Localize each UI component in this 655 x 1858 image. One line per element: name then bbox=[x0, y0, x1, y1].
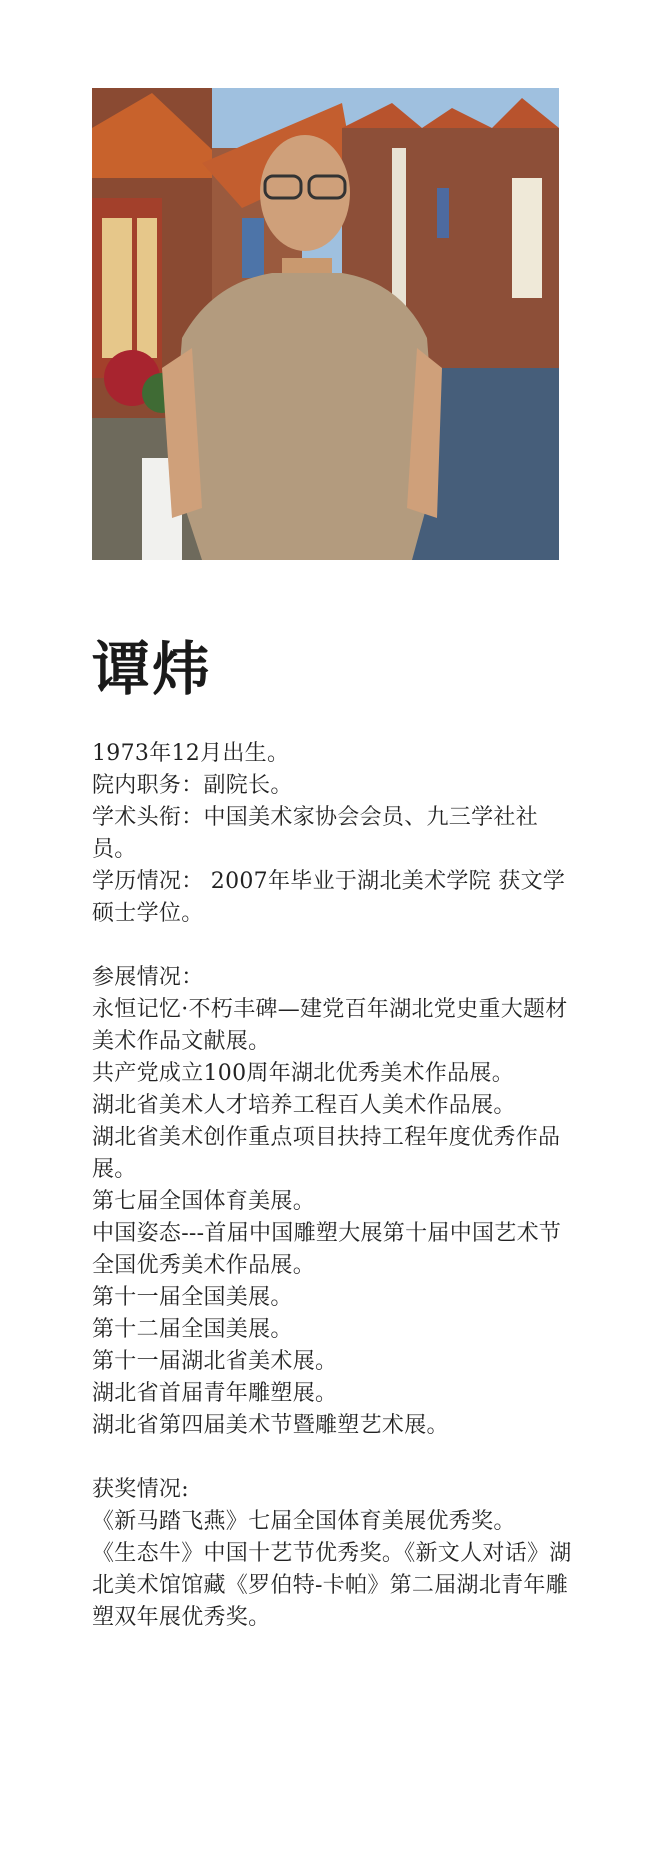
portrait-photo bbox=[92, 88, 559, 560]
exhibitions-heading: 参展情况： bbox=[92, 965, 204, 990]
exhibition-item: 第十一届湖北省美术展。 bbox=[92, 1349, 338, 1374]
exhibition-item: 第十一届全国美展。 bbox=[92, 1285, 293, 1310]
position-line: 院内职务：副院长。 bbox=[92, 773, 293, 798]
exhibition-item: 中国姿态---首届中国雕塑大展第十届中国艺术节全国优秀美术作品展。 bbox=[92, 1221, 562, 1278]
exhibition-item: 第十二届全国美展。 bbox=[92, 1317, 293, 1342]
awards-section bbox=[92, 1474, 578, 1634]
exhibition-item: 湖北省首届青年雕塑展。 bbox=[92, 1381, 338, 1406]
award-item: 《新马踏飞燕》七届全国体育美展优秀奖。 bbox=[92, 1509, 516, 1534]
exhibition-item: 湖北省美术人才培养工程百人美术作品展。 bbox=[92, 1093, 516, 1118]
education-line: 学历情况： 2007年毕业于湖北美术学院 获文学硕士学位。 bbox=[92, 869, 566, 926]
exhibitions-section bbox=[92, 962, 578, 1442]
profile-section bbox=[92, 738, 578, 930]
artist-name: 谭炜 bbox=[92, 635, 213, 703]
awards-heading: 获奖情况: bbox=[92, 1477, 189, 1502]
exhibition-item: 永恒记忆·不朽丰碑—建党百年湖北党史重大题材美术作品文献展。 bbox=[92, 997, 568, 1054]
academic-title-line: 学术头衔：中国美术家协会会员、九三学社社员。 bbox=[92, 805, 539, 862]
exhibition-item: 第七届全国体育美展。 bbox=[92, 1189, 316, 1214]
exhibition-item: 湖北省美术创作重点项目扶持工程年度优秀作品展。 bbox=[92, 1125, 561, 1182]
award-item: 《生态牛》中国十艺节优秀奖。《新文人对话》湖北美术馆馆藏《罗伯特-卡帕》第二届湖北青年雕塑双年展优秀奖。 bbox=[92, 1541, 572, 1630]
exhibition-item: 湖北省第四届美术节暨雕塑艺术展。 bbox=[92, 1413, 449, 1438]
birth-line: 1973年12月出生。 bbox=[92, 741, 290, 766]
portrait-illustration bbox=[92, 88, 559, 560]
exhibition-item: 共产党成立100周年湖北优秀美术作品展。 bbox=[92, 1061, 514, 1086]
